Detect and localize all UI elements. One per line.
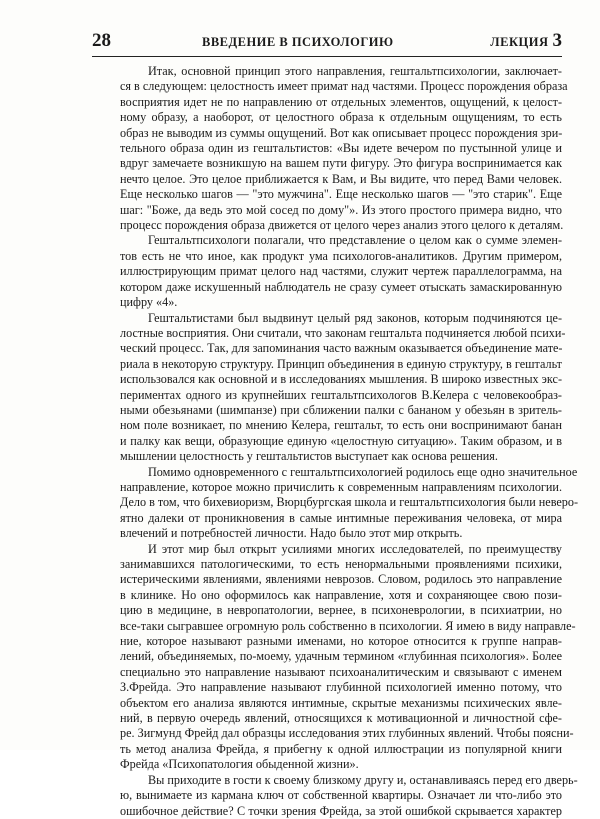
text-line: ными обезьянами (шимпанзе) при сближении палки с бананом у обезьян в зритель-: [120, 402, 562, 417]
text-line: использовался как основной и в исследованиях мышления. В широко известных экс-: [120, 372, 562, 387]
text-line: Помимо одновременного с гештальтпсихологией родилось еще одно значительное: [148, 464, 578, 479]
paragraph-gestalt-laws: [92, 310, 579, 542]
text-line: тов есть не что иное, как продукт ума психологов-аналитиков. Другим примером,: [120, 248, 562, 263]
text-line: ние, которое называют разными именами, но которое относится к группе направ-: [120, 634, 562, 649]
text-line: влечений и потребностей личности. Надо было этот мир открыть.: [120, 526, 463, 541]
text-line: Еще несколько шагов — "это мужчина". Еще несколько шагов — "это старик". Еще: [120, 187, 562, 202]
text-line: истерическими явлениями, явлениями неврозов. Словом, родилось это направление: [120, 572, 562, 587]
text-line: иллюстрирующим примат целого над частями, служит чертеж параллелограмма, на: [120, 264, 562, 279]
text-line: тельного образа один из гештальтистов: «Вы идете вечером по пустынной улице и: [120, 141, 562, 156]
text-line: и палку как вещи, образующие единую «целостную ситуацию». Таким образом, и в: [120, 433, 562, 448]
text-line: котором даже искушенный наблюдатель не сразу сумеет отыскать замаскированную: [120, 279, 562, 294]
text-line: Итак, основной принцип этого направления, гештальтпсихологии, заключает-: [148, 64, 562, 78]
text-line: восприятия идет не по направлению от отдельных элементов, ощущений, к целост-: [120, 94, 562, 109]
text-line: Фрейда «Психопатология обыденной жизни».: [120, 757, 359, 772]
text-line: лений, объединяемых, по-моему, удачным термином «глубинная психология». Более: [120, 649, 562, 664]
text-line: занимавшихся патологическими, то есть ненормальными проявлениями психики,: [120, 557, 562, 571]
text-line: цифру «4».: [120, 295, 178, 310]
text-line: ошибочное действие? С точки зрения Фрейда, за этой ошибкой скрывается характер: [120, 803, 562, 818]
text-line: процесс порождения образа движется от целого через анализ этого целого к деталям.: [120, 218, 564, 233]
text-line: все-таки сыгравшее огромную роль собственно в психологии. Я имею в виду направле-: [120, 618, 576, 633]
text-line: Вы приходите в гости к своему близкому другу и, останавливаясь перед его дверь-: [148, 772, 578, 787]
text-line: ть метод анализа Фрейда, я прибегну к одной иллюстрации из популярной книги: [120, 741, 562, 756]
text-line: объектом его анализа являются интимные, скрытые механизмы психических явле-: [120, 695, 562, 710]
text-line: Гештальтистами был выдвинут целый ряд законов, которым подчиняются це-: [148, 310, 562, 325]
text-line: ческий процесс. Так, для запоминания часто важным оказывается объединение мате-: [120, 341, 563, 356]
text-line: цию в медицине, в невропатологии, вернее, в психоневрологии, в психиатрии, но: [120, 603, 562, 618]
body-text: [92, 64, 579, 819]
text-line: образ не выводим из суммы ощущений. Вот как описывает процесс порождения зри-: [120, 125, 563, 140]
lecture-label: [490, 31, 562, 52]
text-line: З.Фрейда. Это направление называют глубинной психологией именно потому, что: [120, 680, 562, 695]
paragraph-gestalt-principle: [92, 64, 568, 311]
text-line: периментах одного из крупнейших гештальтпсихологов В.Келера с человекообраз-: [120, 387, 562, 402]
text-line: в клинике. Но оно оформилось как направление, хотя и сохраняющее свою пози-: [120, 587, 562, 602]
text-line: шаг: "Боже, да ведь это мой сосед по дому"». Из этого простого примера видно, что: [120, 202, 562, 217]
text-line: направление, которое можно причислить к современным направлениям психологии.: [120, 479, 562, 494]
text-line: лостные восприятия. Они считали, что законам гештальта подчиняется любой психи-: [120, 325, 566, 340]
text-line: специально это направление называют психоаналитическим и связывают с именем: [120, 664, 562, 679]
text-line: мышлении целостность у гештальтистов выступает как основа решения.: [120, 449, 498, 464]
paragraph-depth-psychology: [92, 541, 576, 773]
lecture-number: 3: [552, 30, 562, 51]
running-title: ВВЕДЕНИЕ В ПСИХОЛОГИЮ: [202, 35, 394, 49]
text-line: ятно далеки от проникновения в самые интимные переживания человека, от мира: [120, 510, 562, 525]
text-line: ю, вынимаете из кармана ключ от собственной квартиры. Означает ли что-либо это: [120, 788, 562, 803]
text-line: ре. Зигмунд Фрейд дал образцы исследования этих глубинных явлений. Чтобы поясни-: [120, 726, 574, 741]
text-line: ному образу, а наоборот, от целостного образа к отдельным ощущениям, то есть: [120, 110, 562, 125]
text-line: Гештальтпсихологи полагали, что представление о целом как о сумме элемен-: [148, 233, 562, 248]
lecture-word: ЛЕКЦИЯ: [490, 35, 549, 49]
text-line: вдруг замечаете возникшую на вашем пути фигуру. Это фигура воспринимается как: [120, 156, 562, 171]
text-line: ний, в первую очередь явлений, относящихся к мотивационной и личностной сфе-: [120, 711, 562, 726]
text-line: И этот мир был открыт усилиями многих исследователей, по преимуществу: [148, 541, 562, 556]
page-number: 28: [92, 30, 111, 51]
header-divider: [92, 56, 562, 57]
text-line: ном поле возникает, по мнению Келера, гештальт, то есть они воспринимают банан: [120, 418, 562, 433]
text-line: ся в следующем: целостность имеет примат над частями. Процесс порождения образа: [120, 79, 568, 94]
text-line: нечто целое. Это целое приближается к Вам, и Вы видите, что перед Вами человек.: [120, 171, 562, 186]
paragraph-freud-example: [92, 772, 578, 819]
page-header: [92, 30, 562, 56]
text-line: Дело в том, что бихевиоризм, Вюрцбургская школа и гештальтпсихология были неверо-: [120, 495, 579, 510]
text-line: риала в некоторую структуру. Принцип объединения в единую структуру, в гештальт: [120, 356, 562, 371]
